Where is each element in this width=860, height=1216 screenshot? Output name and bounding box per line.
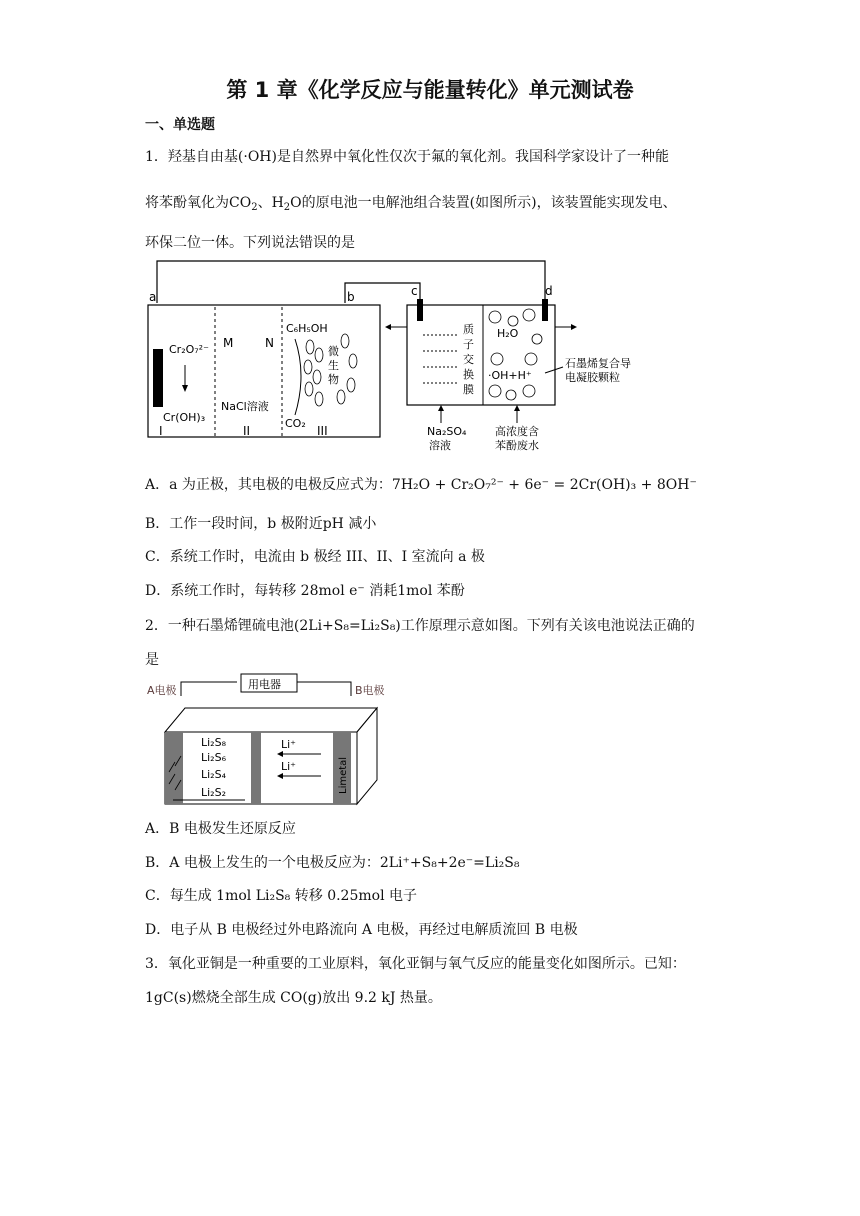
label-oh-h: ·OH+H⁺ [488, 369, 532, 382]
q1-stem-part-c: O的原电池一电解池组合装置(如图所示)，该装置能实现发电、 [290, 195, 677, 211]
q1-option-b: B．工作一段时间，b 极附近pH 减小 [145, 516, 377, 532]
label-membrane-2: 子 [463, 338, 474, 351]
label-species-4: Li₂S₂ [201, 786, 226, 799]
q2-option-a: A．B 电极发生还原反应 [145, 821, 296, 837]
label-microbe-1: 微 [328, 345, 339, 358]
label-microbe-3: 物 [328, 373, 339, 386]
label-limetal: Limetal [338, 756, 349, 794]
label-c: c [411, 284, 418, 298]
label-device: 用电器 [248, 678, 281, 691]
label-croh3: Cr(OH)₃ [163, 411, 206, 424]
label-co2: CO₂ [285, 417, 306, 430]
label-a-electrode: A电极 [147, 684, 177, 697]
q1-stem-part-a: 将苯酚氧化为CO [145, 195, 252, 211]
q2-stem-line1: 2．一种石墨烯锂硫电池(2Li+S₈=Li₂S₈)工作原理示意如图。下列有关该电池说法正确的 [145, 618, 695, 634]
label-room-1: I [159, 424, 163, 438]
q1-stem-line2: 将苯酚氧化为$CO_2$、$H_2O$的原电池一电解池组合装置(如图所示)，该装置能实现发电、 [145, 195, 677, 213]
q2-option-d: D．电子从 B 电极经过外电路流向 A 电极，再经过电解质流回 B 电极 [145, 922, 578, 938]
label-b-electrode: B电极 [355, 684, 385, 697]
q1-option-c: C．系统工作时，电流由 b 极经 III、II、I 室流向 a 极 [145, 549, 485, 565]
label-d: d [545, 284, 553, 298]
label-nacl: NaCl溶液 [221, 400, 269, 413]
label-membrane-1: 质 [463, 323, 474, 336]
label-membrane-3: 交 [463, 353, 474, 366]
q3-stem-line2: 1gC(s)燃烧全部生成 CO(g)放出 9.2 kJ 热量。 [145, 990, 442, 1006]
q2-battery-diagram [145, 672, 405, 812]
q1-option-a: A．a 为正极，其电极的电极反应式为：7H₂O + Cr₂O₇²⁻ + 6e⁻ = 2Cr(OH)₃ + 8OH⁻ [145, 477, 697, 493]
label-membrane-4: 换 [463, 368, 474, 381]
q1-stem-line3: 环保二位一体。下列说法错误的是 [145, 235, 355, 251]
q1-stem-part-b: 、H [257, 195, 284, 211]
q1-stem-line1: 1．羟基自由基(·OH)是自然界中氧化性仅次于氟的氧化剂。我国科学家设计了一种能 [145, 149, 669, 165]
label-li-1: Li⁺ [281, 738, 296, 751]
label-microbe-2: 生 [328, 359, 339, 372]
label-cr2o7: Cr₂O₇²⁻ [169, 343, 209, 356]
label-c6h5oh: C₆H₅OH [286, 322, 328, 335]
label-a: a [149, 290, 157, 304]
label-species-2: Li₂S₆ [201, 751, 226, 764]
label-h2o: H₂O [497, 327, 519, 340]
q1-cell-diagram [145, 255, 705, 455]
label-b: b [347, 290, 355, 304]
page-title: 第 1 章《化学反应与能量转化》单元测试卷 [226, 78, 634, 102]
label-waste-2: 苯酚废水 [495, 439, 539, 452]
q2-stem-line2: 是 [145, 652, 159, 668]
label-li-2: Li⁺ [281, 760, 296, 773]
label-room-2: II [243, 424, 251, 438]
label-membrane-5: 膜 [463, 383, 474, 396]
label-graphene-2: 电凝胶颗粒 [565, 371, 620, 384]
q1-option-d: D．系统工作时，每转移 28mol e⁻ 消耗1mol 苯酚 [145, 583, 465, 599]
label-room-3: III [317, 424, 328, 438]
label-na2so4: Na₂SO₄ [427, 425, 467, 438]
label-waste-1: 高浓度含 [495, 425, 539, 438]
q2-option-c: C．每生成 1mol Li₂S₈ 转移 0.25mol 电子 [145, 888, 417, 904]
label-species-1: Li₂S₈ [201, 736, 226, 749]
label-N: N [265, 336, 274, 350]
q3-stem-line1: 3．氧化亚铜是一种重要的工业原料，氧化亚铜与氧气反应的能量变化如图所示。已知： [145, 956, 686, 972]
label-species-3: Li₂S₄ [201, 768, 226, 781]
q2-option-b: B．A 电极上发生的一个电极反应为：2Li⁺+S₈+2e⁻=Li₂S₈ [145, 855, 520, 871]
section-heading: 一、单选题 [145, 117, 215, 133]
label-solution: 溶液 [429, 439, 451, 452]
label-graphene-1: 石墨烯复合导 [565, 357, 631, 370]
label-M: M [223, 336, 234, 350]
